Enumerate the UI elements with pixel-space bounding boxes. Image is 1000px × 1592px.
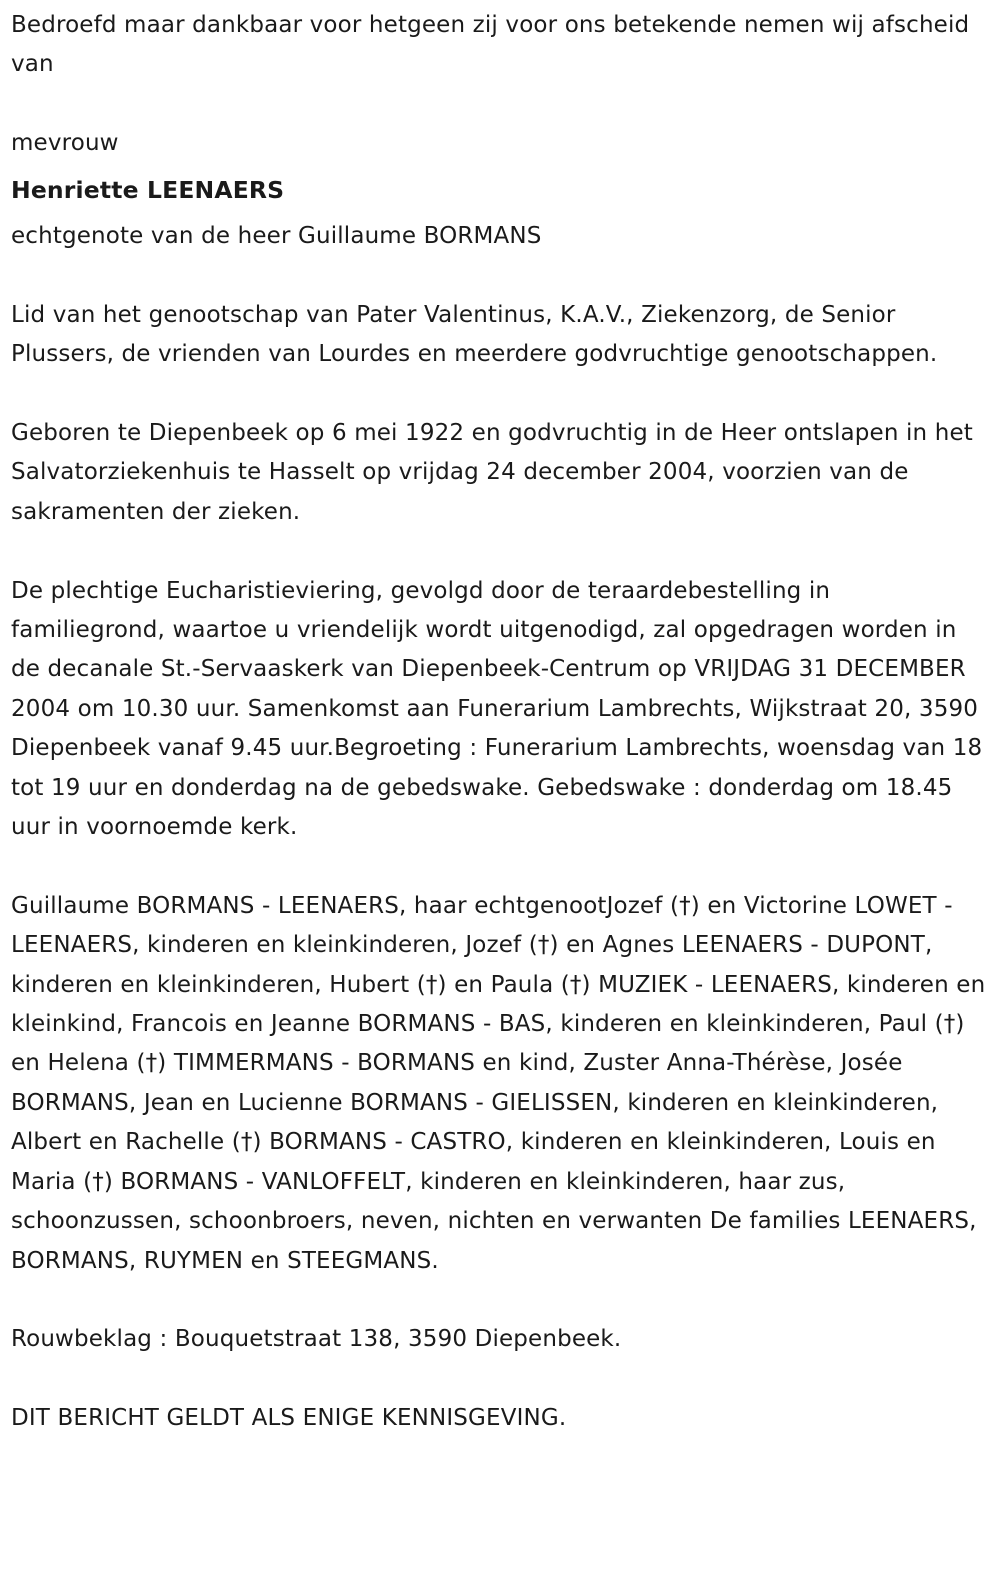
spacer (11, 256, 986, 295)
spacer (11, 210, 986, 217)
spacer (11, 1360, 986, 1399)
notice-line: DIT BERICHT GELDT ALS ENIGE KENNISGEVING. (11, 1405, 567, 1432)
deceased-name: Henriette LEENAERS (11, 175, 285, 204)
spacer (11, 847, 986, 886)
intro-paragraph: Bedroefd maar dankbaar voor hetgeen zij voor ons betekende nemen wij afscheid van (11, 12, 977, 78)
birth-death-paragraph: Geboren te Diepenbeek op 6 mei 1922 en godvruchtig in de Heer ontslapen in het Salvatorziekenhuis te Hasselt op vrijdag 24 december 2004, voorzien van de sakramenten der zieken. (11, 420, 981, 525)
obituary-document (11, 6, 993, 1439)
ceremony-paragraph: De plechtige Eucharistieviering, gevolgd door de teraardebestelling in familiegrond, waartoe u vriendelijk wordt uitgenodigd, zal opgedragen worden in de decanale St.-Servaaskerk van Diepenbeek-Centrum op VRIJDAG 31 DECEMBER 2004 om 10.30 uur. Samenkomst aan Funerarium Lambrechts, Wijkstraat 20, 3590 Diepenbeek vanaf 9.45 uur.Begroeting : Funerarium Lambrechts, woensdag van 18 tot 19 uur en donderdag na de gebedswake. Gebedswake : donderdag om 18.45 uur in voornoemde kerk. (11, 577, 990, 841)
spacer (11, 85, 986, 124)
condolence-address: Rouwbeklag : Bouquetstraat 138, 3590 Diepenbeek. (11, 1326, 622, 1353)
membership-paragraph: Lid van het genootschap van Pater Valentinus, K.A.V., Ziekenzorg, de Senior Plussers, de vrienden van Lourdes en meerdere godvruchtige genootschappen. (11, 301, 938, 368)
spacer (11, 1281, 986, 1320)
spacer (11, 164, 986, 171)
spacer (11, 375, 986, 414)
spacer (11, 532, 986, 571)
salutation: mevrouw (11, 130, 119, 157)
family-paragraph: Guillaume BORMANS - LEENAERS, haar echtgenootJozef (†) en Victorine LOWET - LEENAERS, kinderen en kleinkinderen, Jozef (†) en Agnes LEENAERS - DUPONT, kinderen en kleinkinderen, Hubert (†) en Paula (†) MUZIEK - LEENAERS, kinderen en kleinkind, Francois en Jeanne BORMANS - BAS, kinderen en kleinkinderen, Paul (†) en Helena (†) TIMMERMANS - BORMANS en kind, Zuster Anna-Thérèse, Josée BORMANS, Jean en Lucienne BORMANS - GIELISSEN, kinderen en kleinkinderen, Albert en Rachelle (†) BORMANS - CASTRO, kinderen en kleinkinderen, Louis en Maria (†) BORMANS - VANLOFFELT, kinderen en kleinkinderen, haar zus, schoonzussen, schoonbroers, neven, nichten en verwanten De families LEENAERS, BORMANS, RUYMEN en STEEGMANS. (11, 892, 993, 1274)
spouse-line: echtgenote van de heer Guillaume BORMANS (11, 223, 542, 250)
